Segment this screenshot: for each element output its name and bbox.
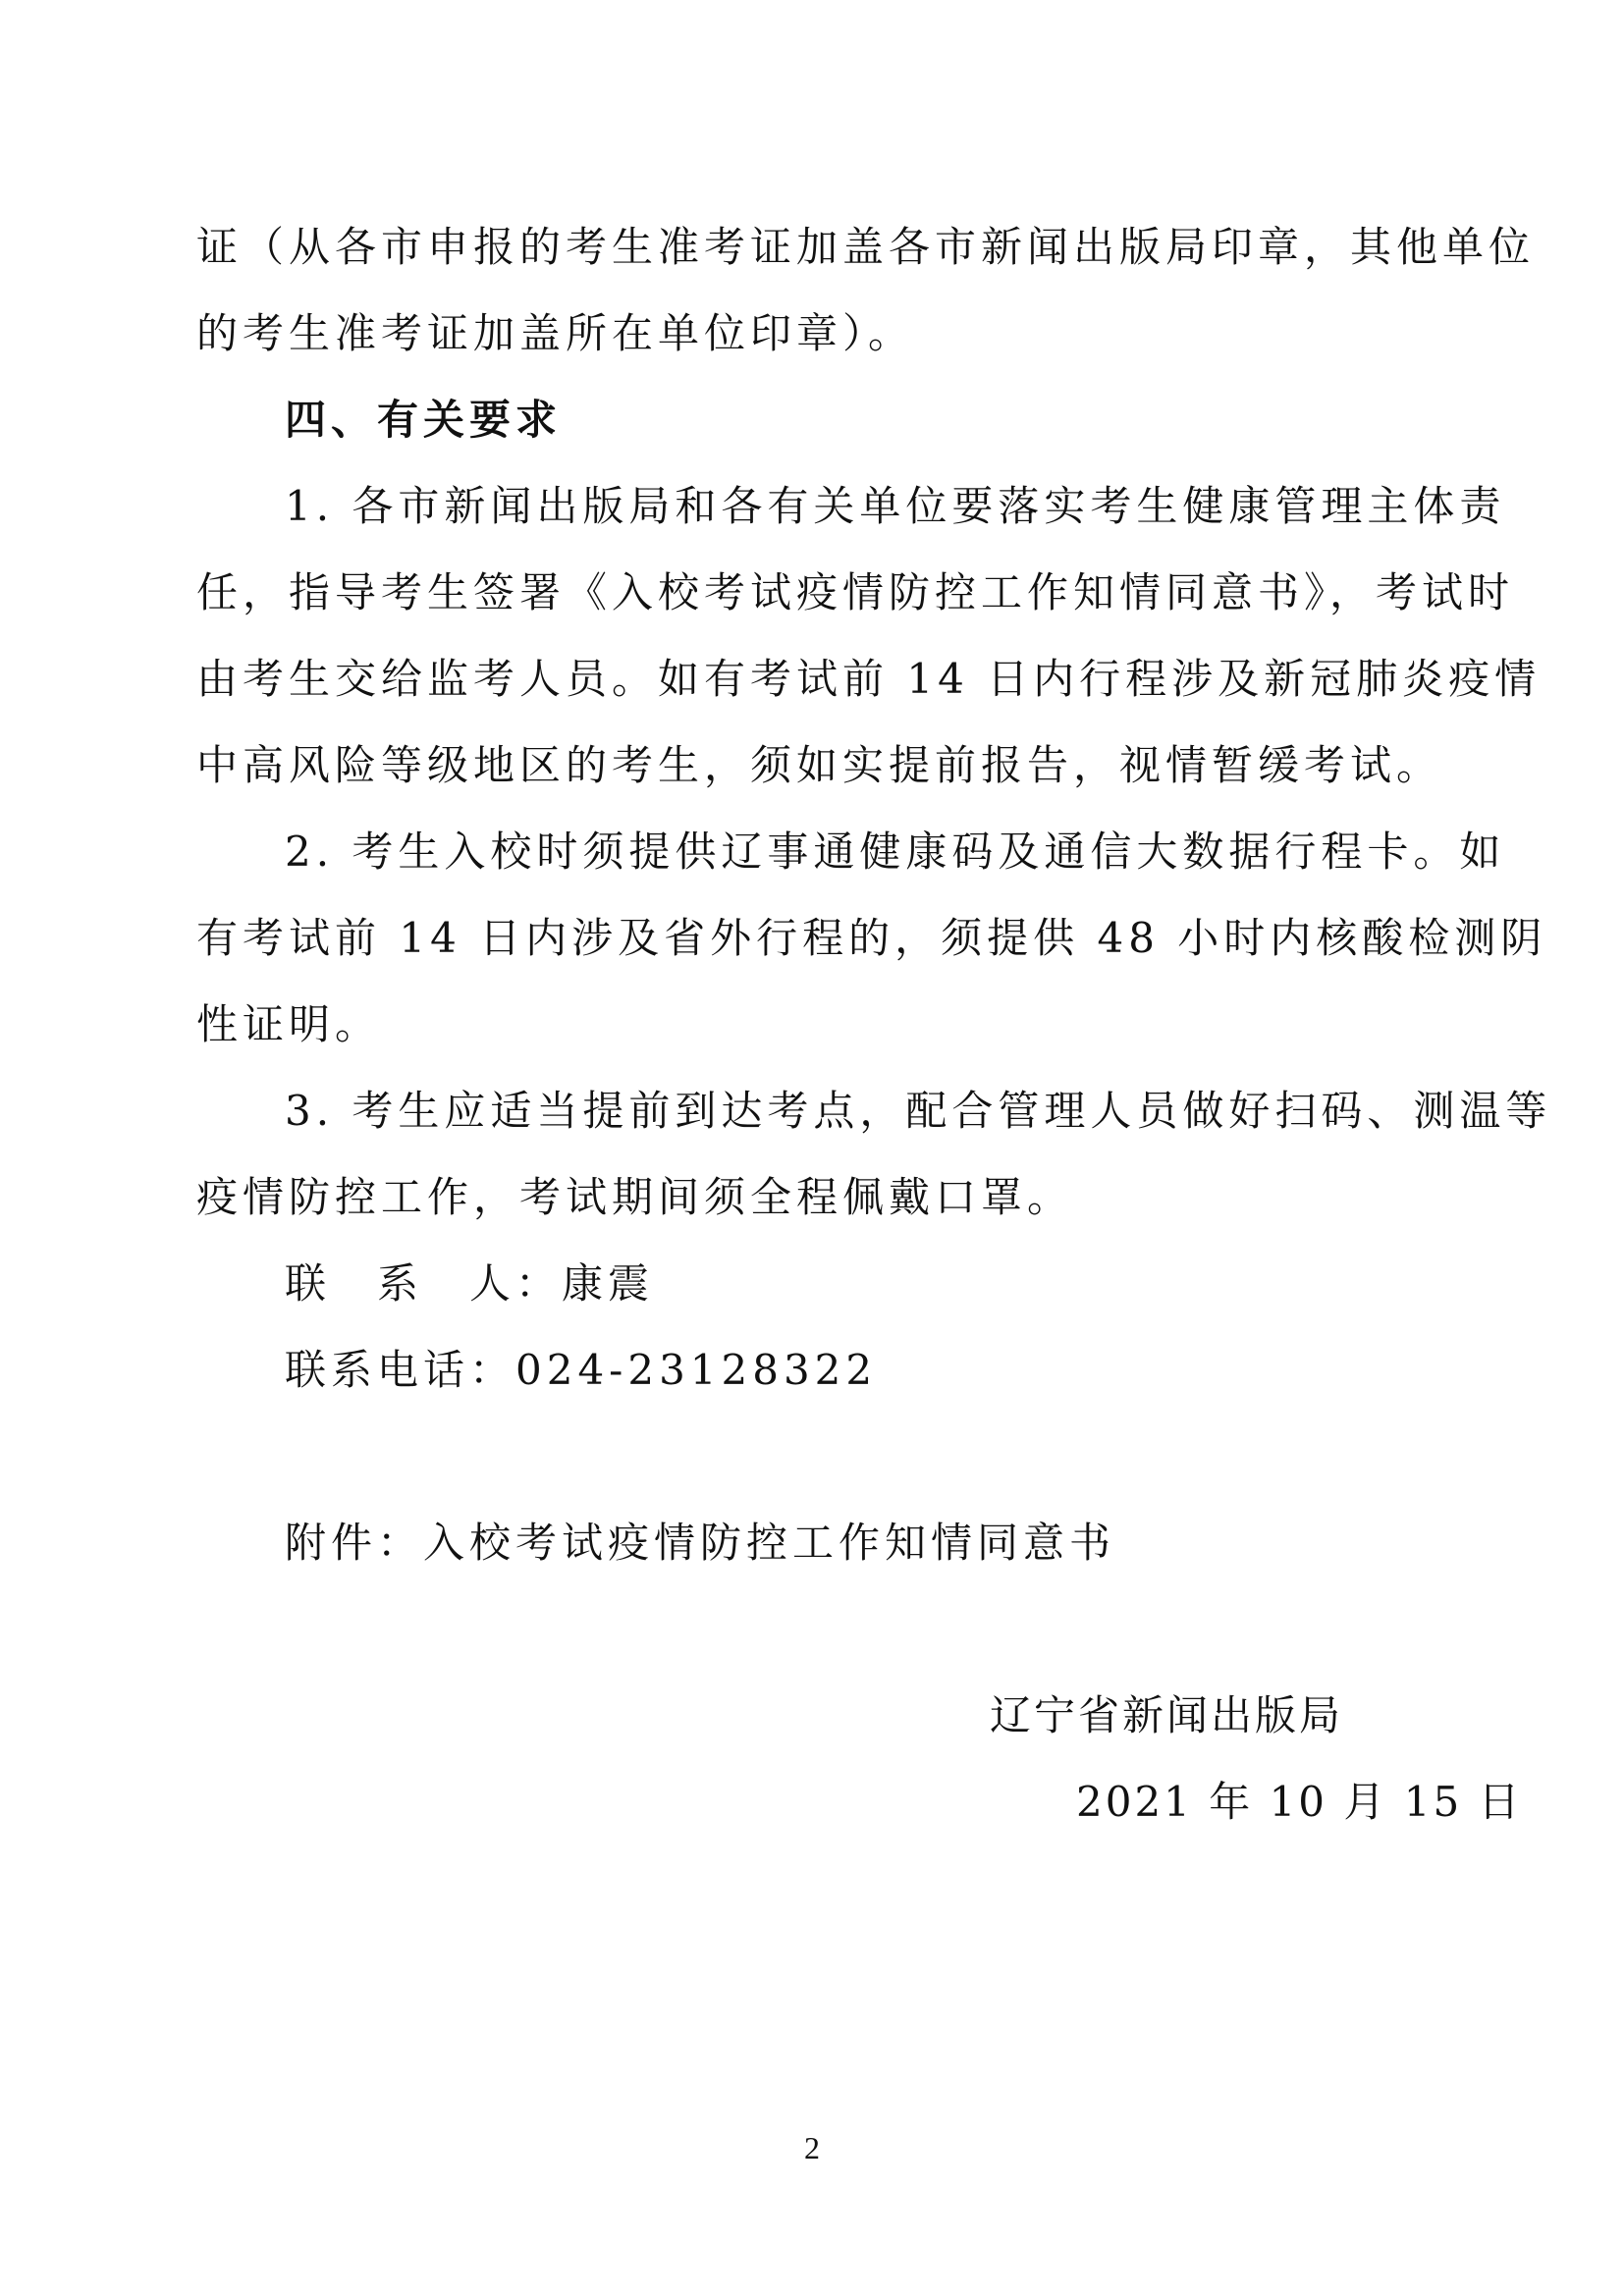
body-line-2: 的考生准考证加盖所在单位印章）。	[196, 309, 915, 357]
body-line-11: 3. 考生应适当提前到达考点，配合管理人员做好扫码、测温等	[285, 1087, 1552, 1135]
attachment-line: 附件：入校考试疫情防控工作知情同意书	[285, 1519, 1116, 1567]
body-line-7: 中高风险等级地区的考生，须如实提前报告，视情暂缓考试。	[196, 741, 1443, 789]
body-line-5: 任，指导考生签署《入校考试疫情防控工作知情同意书》，考试时	[196, 568, 1515, 616]
body-line-4: 1. 各市新闻出版局和各有关单位要落实考生健康管理主体责	[285, 482, 1506, 530]
body-line-8: 2. 考生入校时须提供辽事通健康码及通信大数据行程卡。如	[285, 828, 1506, 876]
contact-phone: 联系电话：024-23128322	[285, 1346, 878, 1394]
body-line-12: 疫情防控工作，考试期间须全程佩戴口罩。	[196, 1173, 1074, 1221]
contact-person: 联 系 人：康震	[285, 1259, 655, 1308]
body-line-1: 证（从各市申报的考生准考证加盖各市新闻出版局印章，其他单位	[196, 223, 1536, 271]
page-number: 2	[804, 2130, 820, 2165]
body-line-6: 由考生交给监考人员。如有考试前 14 日内行程涉及新冠肺炎疫情	[196, 655, 1542, 703]
signature-date: 2021 年 10 月 15 日	[1076, 1778, 1523, 1826]
body-line-10: 性证明。	[196, 1000, 382, 1048]
signature-organization: 辽宁省新闻出版局	[990, 1691, 1344, 1739]
section-heading: 四、有关要求	[285, 396, 563, 444]
body-line-9: 有考试前 14 日内涉及省外行程的，须提供 48 小时内核酸检测阴	[196, 914, 1547, 962]
